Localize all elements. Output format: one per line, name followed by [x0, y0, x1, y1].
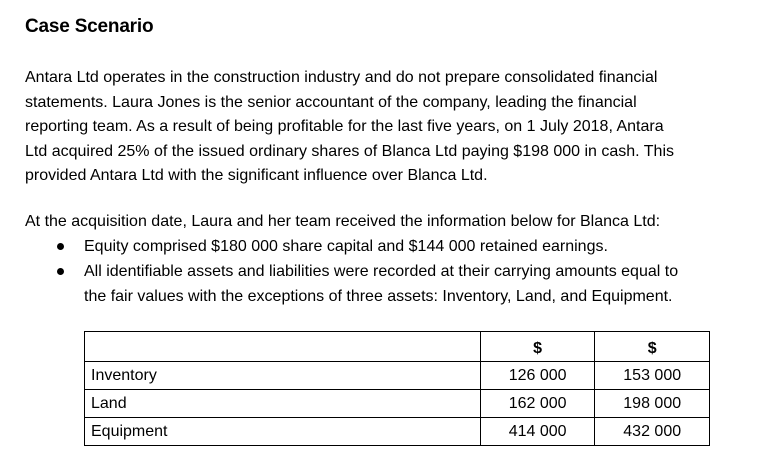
table-header-cell: $ [480, 332, 595, 362]
table-row [85, 362, 710, 390]
table-header-cell [85, 332, 481, 362]
table-cell-value: 126 000 [480, 362, 595, 390]
paragraph-line: statements. Laura Jones is the senior accountant of the company, leading the financial [25, 93, 637, 111]
bullet-dot-icon [57, 243, 64, 250]
paragraph-line: provided Antara Ltd with the significant influence over Blanca Ltd. [25, 167, 488, 184]
asset-values-table [84, 331, 710, 446]
section-heading: Case Scenario [25, 16, 154, 37]
bullet-line: Equity comprised $180 000 share capital and $144 000 retained earnings. [84, 238, 608, 255]
table-header-cell: $ [595, 332, 710, 362]
table-cell-asset: Inventory [85, 362, 481, 390]
acquisition-paragraph: At the acquisition date, Laura and her team received the information below for Blanca Ltd: [25, 213, 661, 230]
bullet-line: All identifiable assets and liabilities were recorded at their carrying amounts equal to [84, 263, 679, 280]
paragraph-line: Ltd acquired 25% of the issued ordinary shares of Blanca Ltd paying $198 000 in cash. This [25, 142, 675, 160]
bullet-item [0, 259, 678, 309]
table-row [85, 418, 710, 446]
table-cell-value: 198 000 [595, 390, 710, 418]
bullet-list [0, 234, 678, 309]
table-cell-value: 153 000 [595, 362, 710, 390]
bullet-line: the fair values with the exceptions of three assets: Inventory, Land, and Equipment. [84, 288, 673, 305]
table-cell-value: 162 000 [480, 390, 595, 418]
bullet-dot-icon [57, 268, 64, 275]
paragraph-line: Antara Ltd operates in the construction industry and do not prepare consolidated financial [25, 69, 658, 86]
table-cell-value: 414 000 [480, 418, 595, 446]
bullet-item [0, 234, 678, 259]
table-cell-asset: Land [85, 390, 481, 418]
table-cell-value: 432 000 [595, 418, 710, 446]
table-cell-asset: Equipment [85, 418, 481, 446]
table-header-row [85, 332, 710, 362]
scenario-paragraph [25, 66, 770, 189]
table-row [85, 390, 710, 418]
paragraph-line: reporting team. As a result of being profitable for the last five years, on 1 July 2018, Antara [25, 118, 664, 135]
